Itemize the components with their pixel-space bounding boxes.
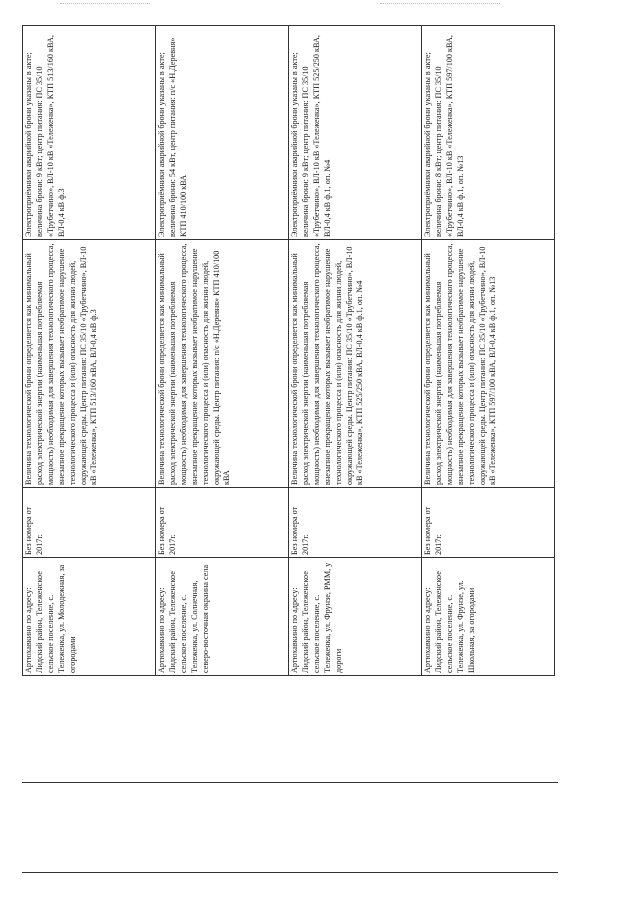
- number-cell: Без номера от 2017г.: [23, 488, 156, 558]
- address-cell: Артюхавкино по адресу: Лидский район, Тележенское сельское поселение, с. Тележенка, ул. Фрунзе, ул. Школьная, за огородами: [422, 558, 555, 676]
- number-cell: Без номера от 2017г.: [422, 488, 555, 558]
- note-cell: Электроприёмники аварийной брони указаны в акте; величина брони: 54 кВт, центр питания: п/с «Н.Деревня» КТП 410/100 кВА: [156, 26, 289, 240]
- table-row: [289, 26, 422, 676]
- address-cell: Артюхавкино по адресу: Лидский район, Тележенское сельское поселение, с. Тележенка, ул. Солнечная, северо-восточная окраина села: [156, 558, 289, 676]
- address-cell: Артюхавкино по адресу: Лидский район, Тележенское сельское поселение, с. Тележенка, ул. Фрунзе, РММ, у дороги: [289, 558, 422, 676]
- address-cell: Артюхавкино по адресу: Лидский район, Тележенское сельское поселение, с. Тележенка, ул. Молодежная, за огородами: [23, 558, 156, 676]
- table-row: [23, 26, 156, 676]
- scan-artifact: [60, 3, 150, 5]
- description-cell: Величина технологической брони определяется как минимальный расход электрической энергии (наименьшая потребляемая мощность) необходимая для завершения технологического процесса, внезапное прекращение которых вызывает необратимое нарушение технологического процесса и (или) опасность для жизни людей, окружающей среды. Центр питания: ПС 35/10 «Трубетчино», ВЛ-10 кВ «Тележенка», КТП 597/100 кВА, ВЛ-0,4 кВ ф.1, оп. №13: [422, 240, 555, 488]
- page-rule: [22, 782, 558, 783]
- description-cell: Величина технологической брони определяется как минимальный расход электрической энергии (наименьшая потребляемая мощность) необходимая для завершения технологического процесса, внезапное прекращение которых вызывает необратимое нарушение технологического процесса и (или) опасность для жизни людей, окружающей среды. Центр питания: ПС 35/10 «Трубетчино», ВЛ-10 кВ «Тележенка», КТП 513/160 кВА, ВЛ-0,4 кВ ф.3: [23, 240, 156, 488]
- table-row: [422, 26, 555, 676]
- description-cell: Величина технологической брони определяется как минимальный расход электрической энергии (наименьшая потребляемая мощность) необходимая для завершения технологического процесса, внезапное прекращение которых вызывает необратимое нарушение технологического процесса и (или) опасность для жизни людей, окружающей среды. Центр питания: п/с «Н.Деревня» КТП 410/100 кВА: [156, 240, 289, 488]
- note-cell: Электроприёмники аварийной брони указаны в акте; величина брони: 9 кВт; центр питания: ПС 35/10 «Трубетчино», ВЛ-10 кВ «Тележенка», КТП 525/250 кВА, ВЛ-0,4 кВ ф.1, оп. №4: [289, 26, 422, 240]
- scan-artifact: [380, 3, 500, 5]
- number-cell: Без номера от 2017г.: [289, 488, 422, 558]
- page-rule: [22, 872, 558, 873]
- note-cell: Электроприёмники аварийной брони указаны в акте; величина брони: 9 кВт; центр питания: ПС 35/10 «Трубетчино», ВЛ-10 кВ «Тележенка», КТП 513/160 кВА, ВЛ-0,4 кВ ф.3: [23, 26, 156, 240]
- number-cell: Без номера от 2017г.: [156, 488, 289, 558]
- rotated-page: [22, 26, 562, 676]
- description-cell: Величина технологической брони определяется как минимальный расход электрической энергии (наименьшая потребляемая мощность) необходимая для завершения технологического процесса, внезапное прекращение которых вызывает необратимое нарушение технологического процесса и (или) опасность для жизни людей, окружающей среды. Центр питания: ПС 35/10 «Трубетчино», ВЛ-10 кВ «Тележенка», КТП 525/250 кВА, ВЛ-0,4 кВ ф.1, оп. №4: [289, 240, 422, 488]
- table-row: [156, 26, 289, 676]
- note-cell: Электроприёмники аварийной брони указаны в акте; величина брони: 8 кВт; центр питания: ПС 35/10 «Трубетчино», ВЛ-10 кВ «Тележенка», КТП 597/100 кВА, ВЛ-0,4 кВ ф.1, оп. №13: [422, 26, 555, 240]
- reserve-table: [22, 25, 555, 676]
